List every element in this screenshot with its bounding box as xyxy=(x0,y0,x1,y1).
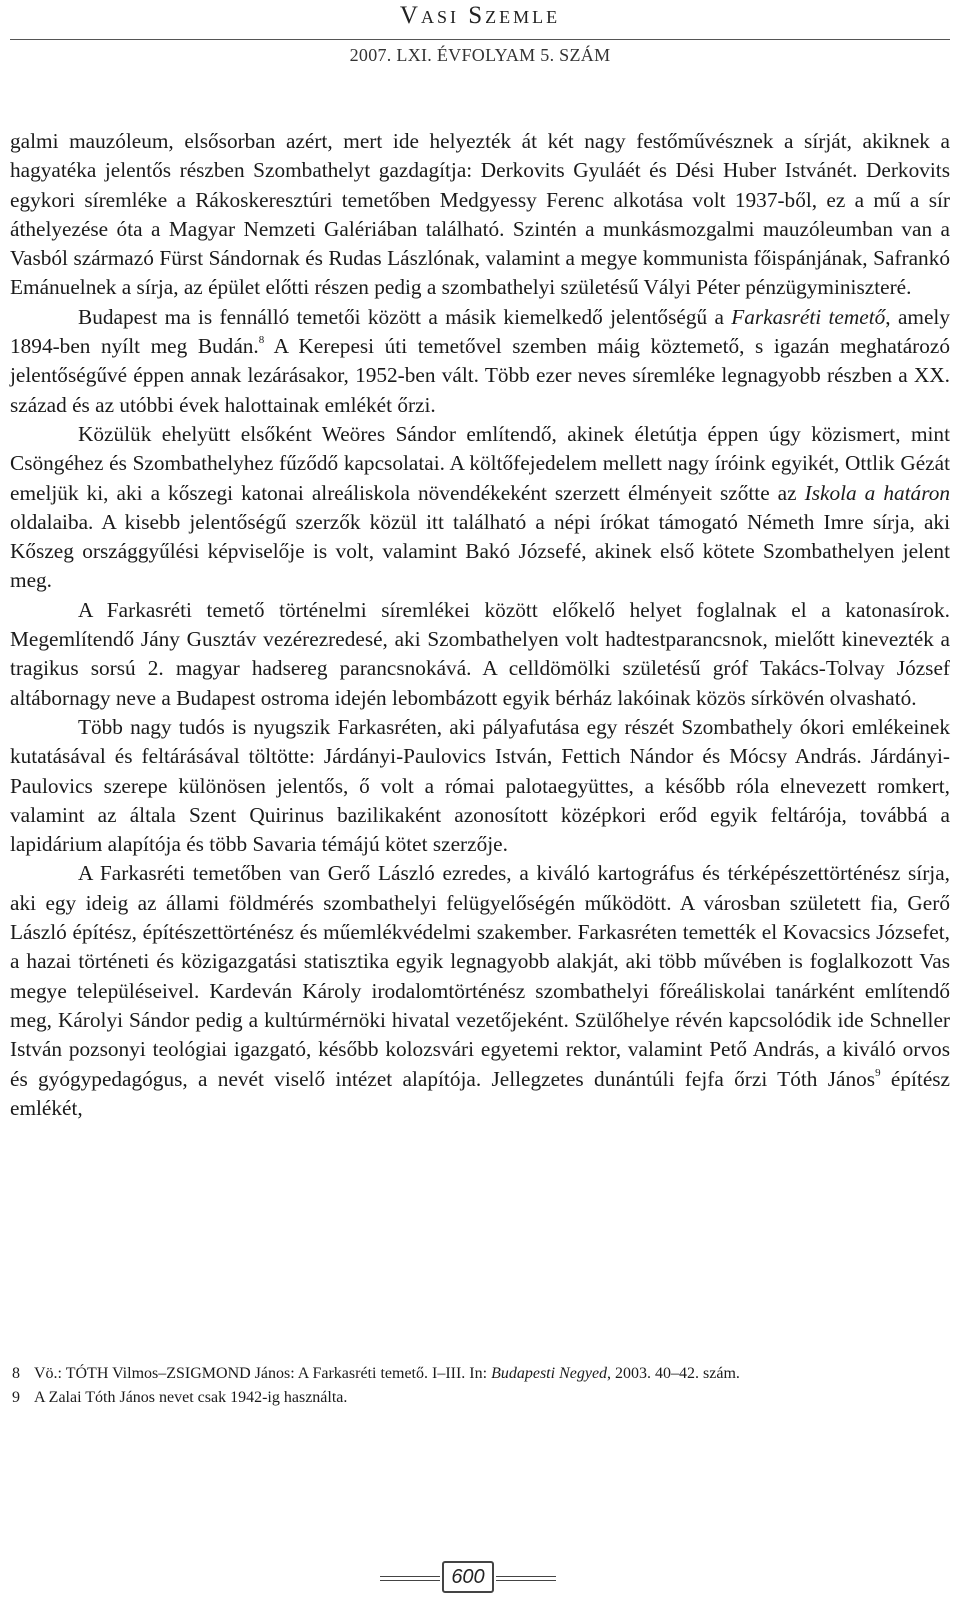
footnote-8 xyxy=(10,1362,950,1386)
issue-line: 2007. LXI. ÉVFOLYAM 5. SZÁM xyxy=(349,45,611,65)
paragraph-1-text: galmi mauzóleum, elsősorban azért, mert ide helyezték át két nagy festőművésznek a sírját, akiknek a hagyatéka jelentős részben Szombathelyt gazdagítja: Derkovits Gyuláét és Dési Huber Istvánét. Derkovits egykori síremléke a Rákoskeresztúri temetőben Medgyessy Ferenc alkotása volt 1937-ből, ez a mű a sír áthelyezése óta a Magyar Nemzeti Galériában található. Szintén a munkásmozgalmi mauzóleumban van a Vasból származó Fürst Sándornak és Rudas Lászlónak, valamint a megye kommunista főispánjának, Safrankó Emánuelnek a sírja, az épület előtti részen pedig a szombathelyi születésű Vályi Péter pénzügyminiszteré. xyxy=(10,129,950,300)
paragraph-4 xyxy=(10,596,950,713)
footnote-text-end: , 2003. 40–42. szám. xyxy=(607,1365,740,1382)
footnote-9 xyxy=(10,1386,950,1410)
paragraph-2-italic: Farkasréti temető xyxy=(731,304,886,329)
paragraph-3-italic: Iskola a határon xyxy=(804,480,951,505)
footnote-number: 8 xyxy=(12,1365,20,1382)
paragraph-6-text-a: A Farkasréti temetőben van Gerő László ezredes, a kiváló kartográfus és térképészettörténész sírja, aki egy ideig az állami földmérés szombathelyi felügyelőségén működött. A városban született fia, Gerő László építész, építészettörténész és műemlékvédelmi szakember. Farkasréten temették el Kovacsics Józsefet, a hazai történeti és közigazgatási statisztika egyik legnagyobb alakját, aki több művében is foglalkozott Vas megye településeivel. Kardeván Károly irodalomtörténész szombathelyi főreáliskolai tanárként említendő meg, Károlyi Sándor pedig a kultúrmérnöki hivatal vezetőjeként. Szülőhelye révén kapcsolódik ide Schneller István pozsonyi teológiai igazgató, később kolozsvári egyetemi rektor, valamint Pető András, a kiváló orvos és gyógypedagógus, a nevét viselő intézet alapítója. Jellegzetes dunántúli fejfa őrzi Tóth János xyxy=(10,861,950,1091)
footnote-number: 9 xyxy=(12,1389,20,1406)
paragraph-5 xyxy=(10,713,950,859)
footnote-italic: Budapesti Negyed xyxy=(491,1365,608,1382)
paragraph-2-text-a: Budapest ma is fennálló temetői között a másik kiemelkedő jelentőségű a xyxy=(78,304,732,329)
paragraph-6-text-b: építész emlékét, xyxy=(10,1066,951,1120)
paragraph-5-text: Több nagy tudós is nyugszik Farkasréten, aki pályafutása egy részét Szombathely ókori emlékeinek kutatásával és feltárásával töltötte: Járdányi-Paulovics István, Fettich Nándor és Mócsy András. Járdányi-Paulovics szerepe különösen jelentős, ő volt a római palotaegyüttes, a később róla elnevezett romkert, valamint az általa Szent Quirinus bazilikaként azonosított középkori erőd egyik feltárója, továbbá a lapidárium alapítója és több Savaria témájú kötet szerzője. xyxy=(10,714,950,857)
paragraph-3 xyxy=(10,420,950,596)
footnotes xyxy=(10,1362,950,1410)
paragraph-4-text: A Farkasréti temető történelmi síremlékei között előkelő helyet foglalnak el a katonasírok. Megemlítendő Jány Gusztáv vezérezredesé, aki Szombathelyen volt hadtestparancsnok, mielőtt kinevezték a tragikus sorsú 2. magyar hadsereg parancsnokává. A celldömölki születésű gróf Takács-Tolvay József altábornagy neve a Budapest ostroma idején lebombázott egyik bérház lakóinak közös sírkövén olvasható. xyxy=(10,597,950,710)
page-number-ornament-right-2 xyxy=(496,1580,556,1581)
page-number-ornament-left xyxy=(380,1576,440,1577)
paragraph-2-text-b: , amely 1894-ben nyílt meg Budán. xyxy=(10,304,951,359)
footnote-ref-9[interactable]: 9 xyxy=(875,1066,881,1079)
paragraph-6 xyxy=(10,859,950,1123)
paragraph-3-text-b: oldalaiba. A kisebb jelentőségű szerzők közül itt található a népi írókat támogató Németh Imre sírja, aki Kőszeg országgyűlési képviselője is volt, valamint Bakó Józsefé, akinek első kötete Szombathelyen jelent meg. xyxy=(10,509,950,593)
footnote-text: A Zalai Tóth János nevet csak 1942-ig használta. xyxy=(34,1389,348,1406)
header-rule xyxy=(10,39,950,40)
article-body xyxy=(10,127,950,1123)
page-number-ornament-left-2 xyxy=(380,1580,440,1581)
page-number: 600 xyxy=(442,1561,494,1593)
page-number-ornament-right xyxy=(496,1576,556,1577)
paragraph-2-text-c: A Kerepesi úti temetővel szemben máig köztemető, s igazán meghatározó jelentőségűvé éppen annak lezárásakor, 1952-ben vált. Több ezer neves síremléke legnagyobb részben a XX. század és az utóbbi évek halottainak emlékét őrzi. xyxy=(10,334,950,417)
footnote-text: Vö.: TÓTH Vilmos–ZSIGMOND János: A Farkasréti temető. I–III. In: xyxy=(34,1365,492,1382)
paragraph-2 xyxy=(10,303,950,420)
journal-title: Vasi Szemle xyxy=(399,2,561,29)
paragraph-3-text-a: Közülük ehelyütt elsőként Weöres Sándor említendő, akinek életútja éppen úgy közismert, mint Csöngéhez és Szombathelyhez fűződő kapcsolatai. A költőfejedelem mellett nagy íróink egyikét, Ottlik Gézát emeljük ki, aki a kőszegi katonai alreáliskola növendékeként szerzett élményeit szőtte az xyxy=(10,421,950,505)
paragraph-1 xyxy=(10,127,950,303)
masthead xyxy=(0,0,960,80)
footnote-ref-8[interactable]: 8 xyxy=(258,334,265,347)
